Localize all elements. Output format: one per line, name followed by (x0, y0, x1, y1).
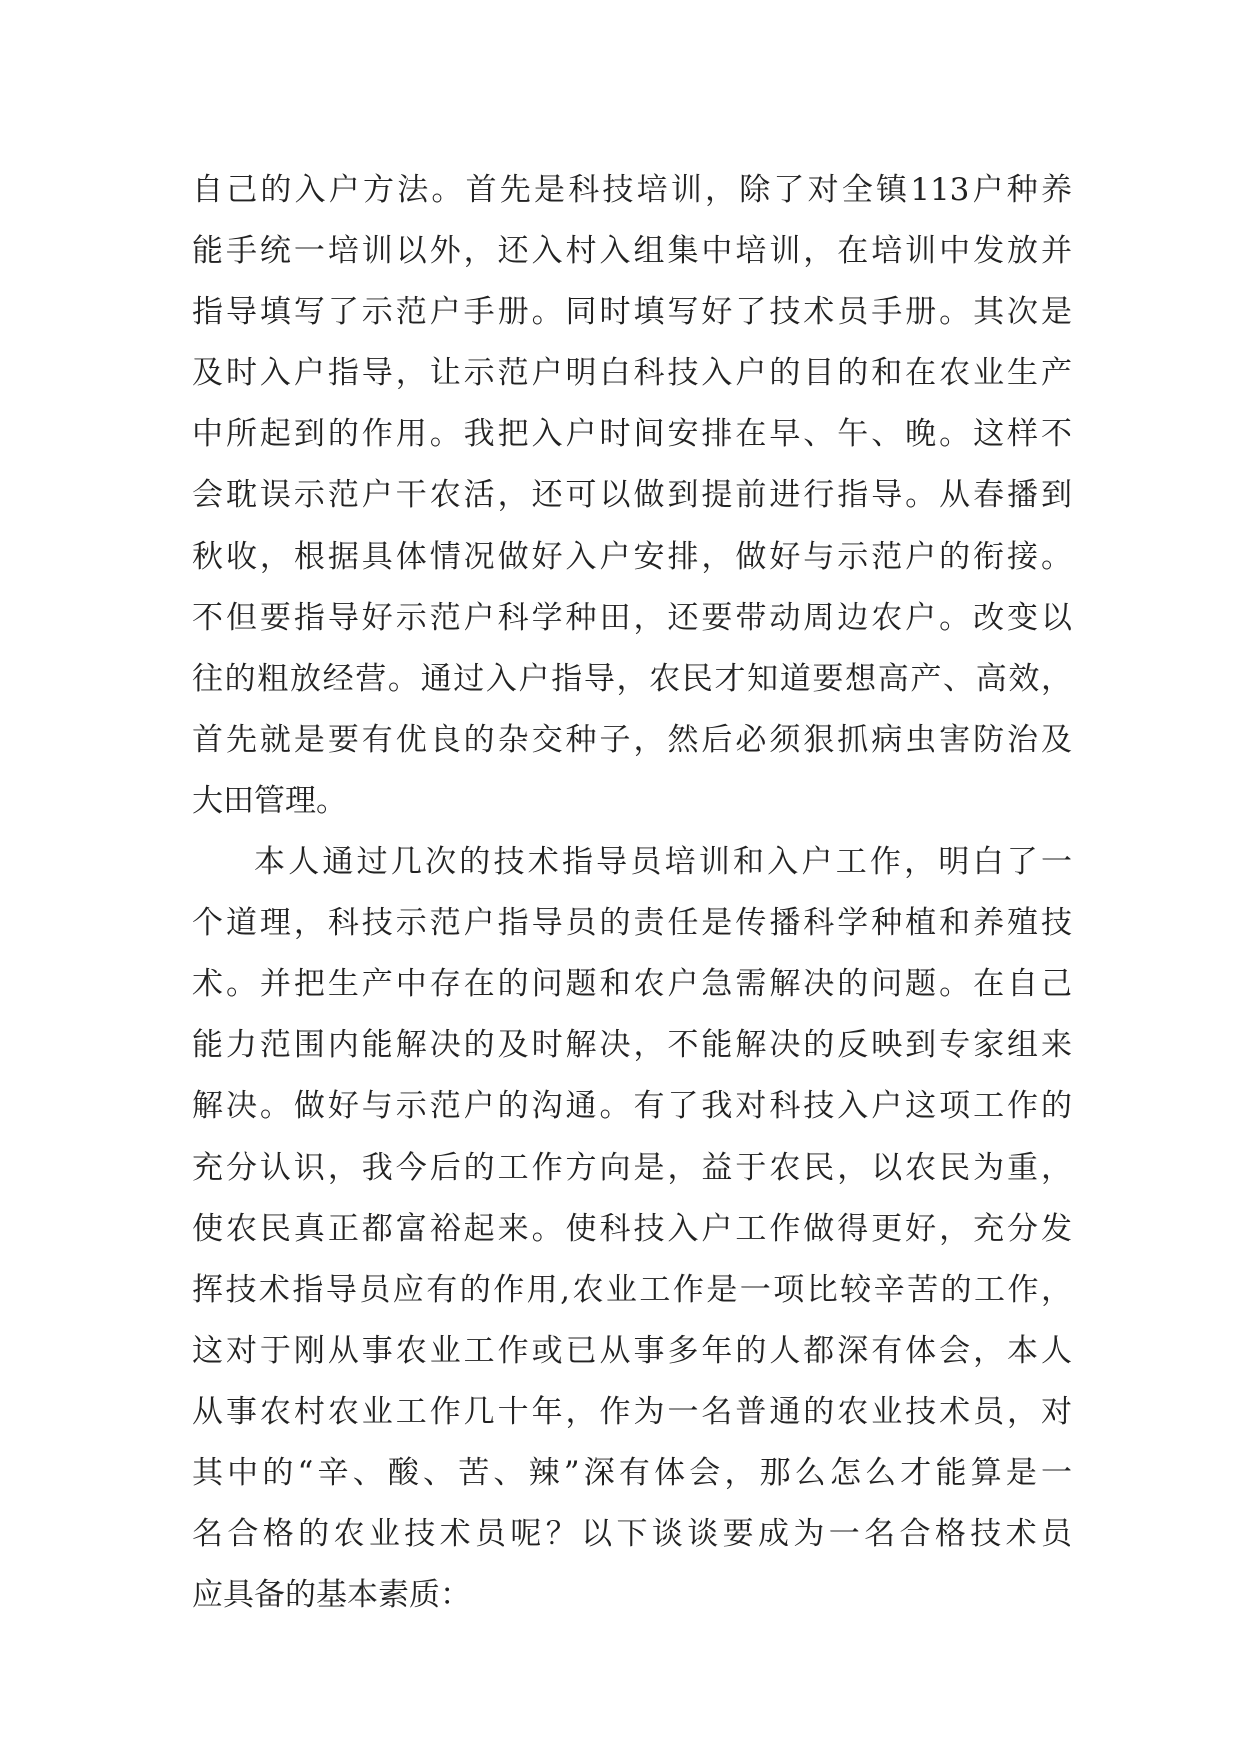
text-line: 能力范围内能解决的及时解决，不能解决的反映到专家组来 (192, 1027, 1072, 1064)
body-text (192, 160, 1072, 1626)
text-line: 使农民真正都富裕起来。使科技入户工作做得更好，充分发 (192, 1210, 1072, 1247)
text-line: 充分认识，我今后的工作方向是，益于农民，以农民为重， (192, 1149, 1072, 1186)
text-line: 首先就是要有优良的杂交种子，然后必须狠抓病虫害防治及 (192, 721, 1072, 758)
text-line: 从事农村农业工作几十年，作为一名普通的农业技术员，对 (192, 1393, 1072, 1430)
text-line-indented: 本人通过几次的技术指导员培训和入户工作，明白了一 (254, 844, 1072, 881)
text-line: 自己的入户方法。首先是科技培训，除了对全镇113户种养 (192, 172, 1072, 208)
text-line: 其中的“辛、酸、苦、辣”深有体会，那么怎么才能算是一 (192, 1454, 1072, 1491)
text-line: 名合格的农业技术员呢？以下谈谈要成为一名合格技术员 (192, 1516, 1072, 1553)
text-line: 挥技术指导员应有的作用,农业工作是一项比较辛苦的工作， (192, 1271, 1072, 1308)
paragraph-1 (192, 160, 1072, 832)
text-line: 指导填写了示范户手册。同时填写好了技术员手册。其次是 (192, 294, 1072, 331)
text-line: 及时入户指导，让示范户明白科技入户的目的和在农业生产 (192, 355, 1072, 392)
text-line: 大田管理。 (192, 782, 347, 819)
text-line: 个道理，科技示范户指导员的责任是传播科学种植和养殖技 (192, 905, 1072, 942)
text-line: 会耽误示范户干农活，还可以做到提前进行指导。从春播到 (192, 477, 1072, 514)
text-line: 应具备的基本素质： (192, 1577, 471, 1614)
text-line: 解决。做好与示范户的沟通。有了我对科技入户这项工作的 (192, 1088, 1072, 1125)
text-line: 不但要指导好示范户科学种田，还要带动周边农户。改变以 (192, 599, 1072, 636)
text-line: 这对于刚从事农业工作或已从事多年的人都深有体会，本人 (192, 1332, 1072, 1369)
text-line: 中所起到的作用。我把入户时间安排在早、午、晚。这样不 (192, 416, 1072, 453)
text-line: 往的粗放经营。通过入户指导，农民才知道要想高产、高效， (192, 660, 1072, 697)
text-line: 能手统一培训以外，还入村入组集中培训，在培训中发放并 (192, 233, 1072, 270)
text-line: 术。并把生产中存在的问题和农户急需解决的问题。在自己 (192, 966, 1072, 1003)
paragraph-2 (192, 832, 1072, 1626)
text-line: 秋收，根据具体情况做好入户安排，做好与示范户的衔接。 (192, 538, 1072, 575)
